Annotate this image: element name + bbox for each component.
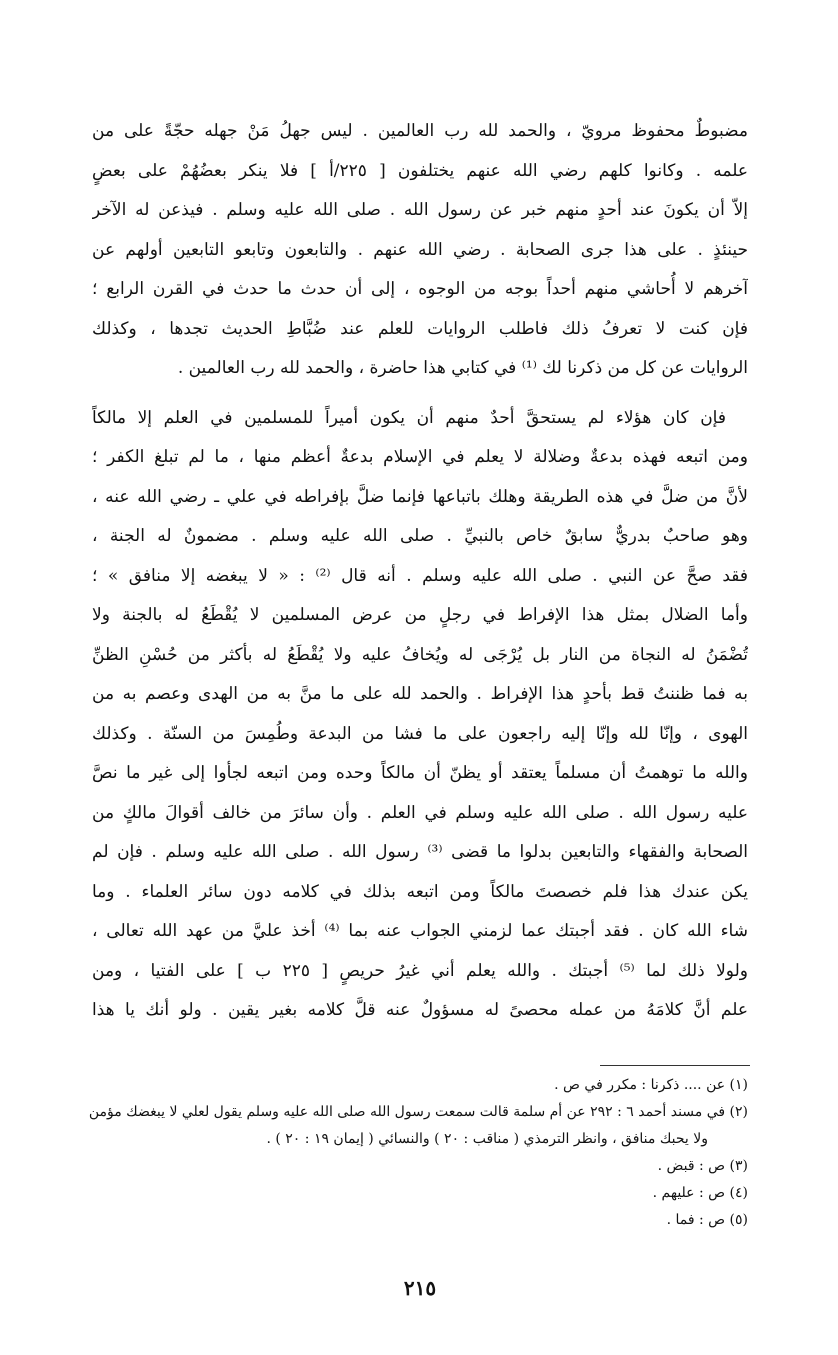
footnote: (١) عن .... ذكرنا : مكرر في ص .: [554, 1077, 748, 1093]
text-line: به فما ظننتُ قط بأحدٍ هذا الإفراط . والحمد لله على ما منَّ به من الهدى وعصم به من: [92, 684, 748, 704]
text-line: علمه . وكانوا كلهم رضي الله عنهم يختلفون [ ٢٢٥/أ ] فلا ينكر بعضُهُمْ على بعضٍ: [92, 160, 748, 181]
main-text: [92, 112, 748, 1031]
text-line: تُضْمَنُ له النجاة من النار بل يُرْجَى له ويُخافُ عليه ولا يُقْطَعُ له بأكثر من حُسْنِ الظنِّ: [92, 644, 748, 665]
text-line: مضبوطٌ محفوظ مرويّ ، والحمد لله رب العالمين . ليس جهلُ مَنْ جهله حجّةً على من: [92, 121, 748, 141]
text-line: الهوى ، وإنّا لله وإنّا إليه راجعون على ما فشا من البدعة وطُمِسَ من السنّة . وكذلك: [92, 723, 748, 744]
text-line: الروايات عن كل من ذكرنا لك ⁽¹⁾ في كتابي هذا حاضرة ، والحمد لله رب العالمين .: [177, 358, 748, 378]
paragraph-1: [92, 112, 748, 389]
text-line: عليه رسول الله . صلى الله عليه وسلم في العلم . وأن سائرَ من خالف أقوالَ مالكٍ من: [92, 802, 748, 823]
footnote: (٥) ص : فما .: [666, 1212, 748, 1228]
text-line: ولولا ذلك لما ⁽⁵⁾ أجبتك . والله يعلم أني غيرُ حريصٍ [ ٢٢٥ ب ] على الفتيا ، ومن: [92, 960, 748, 981]
text-line: فإن كنت لا تعرفُ ذلك فاطلب الروايات للعلم عند ضُبَّاطِ الحديث تجدها ، وكذلك: [92, 318, 748, 339]
footnote-divider: [600, 1065, 750, 1066]
text-line: علم أنَّ كلامَهُ من عمله محصىً له مسؤولٌ عنه قلَّ كلامه بغير يقين . ولو أنك يا هذا: [92, 1000, 748, 1020]
text-line: فإن كان هؤلاء لم يستحقَّ أحدٌ منهم أن يكون أميراً للمسلمين في العلم إلا مالكاً: [92, 407, 726, 428]
text-line: إلاّ أن يكونَ عند أحدٍ منهم خبر عن رسول الله . صلى الله عليه وسلم . فيذعن له الآخر: [92, 200, 748, 220]
text-line: وأما الضلال بمثل هذا الإفراط في رجلٍ من عرض المسلمين لا يُقْطَعُ له بالجنة ولا: [92, 605, 748, 625]
footnotes: [80, 1072, 748, 1234]
text-line: حينئذٍ . على هذا جرى الصحابة . رضي الله عنهم . والتابعون وتابعو التابعين أولهم عن: [92, 239, 748, 260]
text-line: شاء الله كان . فقد أجبتك عما لزمني الجواب عنه بما ⁽⁴⁾ أخذ عليَّ من عهد الله تعالى ،: [92, 921, 748, 941]
text-line: لأنَّ من ضلَّ في هذه الطريقة وهلك باتباعها فإنما ضلَّ بإفراطه في علي ـ رضي الله عنه ،: [92, 486, 748, 507]
page-number: ٢١٥: [403, 1276, 437, 1300]
text-line: والله ما توهمتُ أن مسلماً يعتقد أو يظنّ أن مالكاً وحده ومن اتبعه لجأوا إلى غير ما نصَّ: [92, 763, 748, 783]
footnote: (٤) ص : عليهم .: [652, 1185, 748, 1201]
footnote: (٢) في مسند أحمد ٦ : ٢٩٢ عن أم سلمة قالت سمعت رسول الله صلى الله عليه وسلم يقول لعلي لا يبغضك مؤمن: [88, 1104, 748, 1120]
footnote: (٣) ص : قبض .: [657, 1158, 748, 1174]
text-line: الصحابة والفقهاء والتابعين بدلوا ما قضى ⁽³⁾ رسول الله . صلى الله عليه وسلم . فإن لم: [92, 842, 748, 862]
text-line: آخرهم لا أُحاشي منهم أحداً بوجه من الوجوه ، إلى أن حدث ما حدث في القرن الرابع ؛: [92, 279, 748, 299]
text-line: ومن اتبعه فهذه بدعةٌ وضلالة لا يعلم في الإسلام بدعةٌ أعظم منها ، ما لم تبلغ الكفر ؛: [92, 447, 748, 467]
paragraph-2: [92, 399, 748, 1031]
text-line: فقد صحَّ عن النبي . صلى الله عليه وسلم . أنه قال ⁽²⁾ : « لا يبغضه إلا منافق » ؛: [92, 565, 748, 586]
text-line: يكن عندك هذا فلم خصصتَ مالكاً ومن اتبعه بذلك في كلامه دون سائر العلماء . وما: [92, 881, 748, 902]
text-line: وهو صاحبٌ بدريٌّ سابقٌ خاص بالنبيِّ . صلى الله عليه وسلم . مضمونٌ له الجنة ،: [92, 526, 748, 546]
footnote-continuation: ولا يحبك منافق ، وانظر الترمذي ( مناقب : ٢٠ ) والنسائي ( إيمان ١٩ : ٢٠ ) .: [266, 1131, 708, 1147]
